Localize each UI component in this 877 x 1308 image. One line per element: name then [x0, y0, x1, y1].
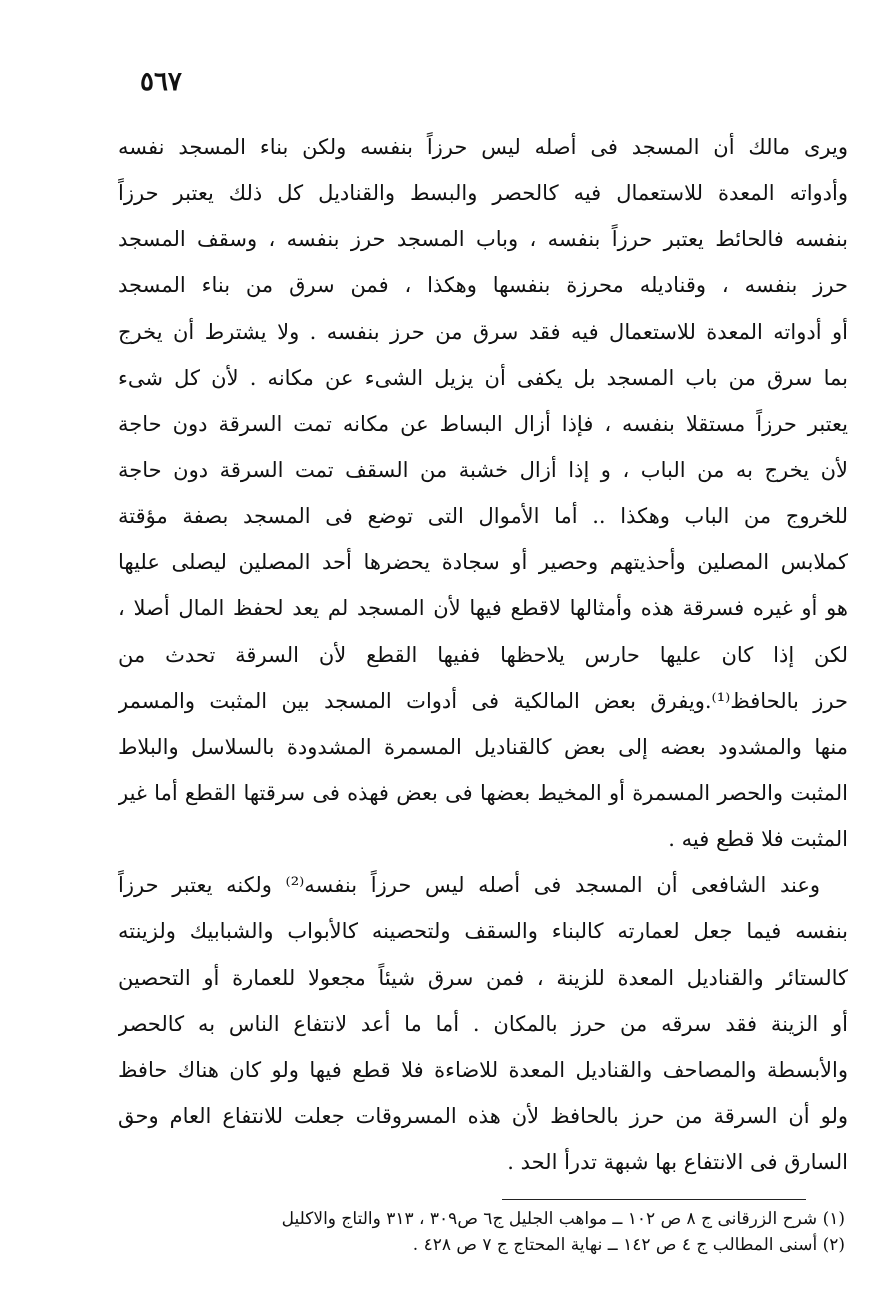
text-line: بنفسه فالحائط يعتبر حرزاً بنفسه ، وباب المسجد حرز بنفسه ، وسقف المسجد [118, 227, 848, 252]
text-line: حرز بنفسه ، وقناديله محرزة بنفسها وهكذا ، فمن سرق من بناء المسجد [118, 273, 848, 298]
footnote-separator [502, 1199, 806, 1200]
text-line: وأدواته المعدة للاستعمال فيه كالحصر والبسط والقناديل كل ذلك يعتبر حرزاً [118, 181, 848, 206]
text-line: كملابس المصلين وأحذيتهم وحصير أو سجادة يحضرها أحد المصلين ليصلى عليها [118, 550, 848, 575]
text-line: السارق فى الانتفاع بها شبهة تدرأ الحد . [507, 1150, 848, 1175]
text-line: بما سرق من باب المسجد بل يكفى أن يزيل الشىء عن مكانه . لأن كل شىء [118, 365, 848, 390]
text-line: أو أدواته المعدة للاستعمال فيه فقد سرق من حرز بنفسه . ولا يشترط أن يخرج [118, 319, 848, 344]
footnote: (١) شرح الزرقانى ج ٨ ص ١٠٢ ــ مواهب الجليل ج٦ ص٣٠٩ ، ٣١٣ والتاج والاكليل [281, 1209, 845, 1229]
text-line: وعند الشافعى أن المسجد فى أصله ليس حرزاً بنفسه⁽²⁾ ولكنه يعتبر حرزاً [118, 873, 821, 898]
text-line: المثبت والحصر المسمرة أو المخيط بعضها فى بعض فهذه فى سرقتها القطع أما غير [118, 780, 848, 805]
text-line: لكن إذا كان عليها حارس يلاحظها ففيها القطع لأن السرقة تحدث من [118, 642, 848, 667]
footnote: (٢) أسنى المطالب ج ٤ ص ١٤٢ ــ نهاية المحتاج ج ٧ ص ٤٢٨ . [412, 1235, 845, 1255]
text-line: لأن يخرج به من الباب ، و إذا أزال خشبة من السقف تمت السرقة دون حاجة [118, 457, 848, 482]
text-line: هو أو غيره فسرقة هذه وأمثالها لاقطع فيها لأن المسجد لم يعد لحفظ المال أصلا ، [118, 596, 848, 621]
text-line: كالستائر والقناديل المعدة للزينة ، فمن سرق شيئاً مجعولا للعمارة أو التحصين [118, 965, 848, 990]
text-line: ويرى مالك أن المسجد فى أصله ليس حرزاً بنفسه ولكن بناء المسجد نفسه [118, 135, 848, 159]
text-line: منها والمشدود بعضه إلى بعض كالقناديل المسمرة المشدودة بالسلاسل والبلاط [118, 734, 848, 759]
text-line: أو الزينة فقد سرقه من حرز بالمكان . أما ما أعد لانتفاع الناس به كالحصر [118, 1011, 848, 1036]
text-line: ولو أن السرقة من حرز بالحافظ لأن هذه المسروقات جعلت للانتفاع العام وحق [118, 1103, 848, 1128]
footnotes [140, 1206, 845, 1258]
text-line: للخروج من الباب وهكذا .. أما الأموال التى توضع فى المسجد بصفة مؤقتة [118, 504, 848, 529]
text-line: حرز بالحافظ⁽¹⁾.ويفرق بعض المالكية فى أدوات المسجد بين المثبت والمسمر [118, 688, 848, 713]
text-line: بنفسه فيما جعل لعمارته كالبناء والسقف ولتحصينه كالأبواب والشبابيك ولزينته [118, 919, 848, 944]
text-line: المثبت فلا قطع فيه . [668, 827, 848, 852]
text-line: يعتبر حرزاً مستقلا بنفسه ، فإذا أزال البساط عن مكانه تمت السرقة دون حاجة [118, 411, 848, 436]
body-text [118, 124, 848, 1185]
page-number: ٥٦٧ [140, 67, 182, 97]
text-line: والأبسطة والمصاحف والقناديل المعدة للاضاءة فلا قطع فيها ولو كان هناك حافظ [118, 1057, 848, 1082]
